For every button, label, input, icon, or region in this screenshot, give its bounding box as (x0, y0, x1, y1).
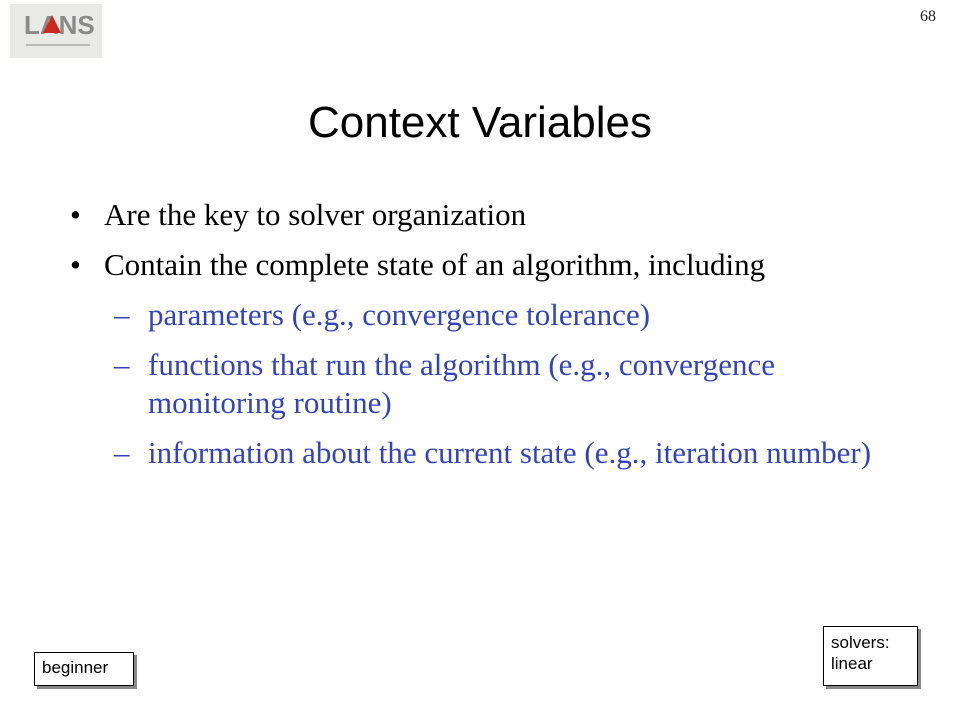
solvers-tag-line1: solvers: (831, 633, 890, 652)
sub-bullet-item (70, 346, 900, 422)
sub-bullet-text: parameters (e.g., convergence tolerance) (148, 297, 651, 332)
bullet-list (70, 196, 900, 484)
sub-bullet-text: information about the current state (e.g., iteration number) (148, 435, 872, 470)
dash-icon: – (114, 297, 130, 332)
bullet-dot-icon: • (70, 197, 81, 232)
dash-icon: – (114, 435, 130, 470)
bullet-item (70, 246, 900, 284)
sub-bullet-text: functions that run the algorithm (e.g., convergence monitoring routine) (148, 347, 775, 420)
bullet-text: Are the key to solver organization (104, 197, 527, 232)
logo-underline (26, 44, 90, 46)
solvers-linear-tag (823, 626, 918, 686)
logo-triangle-icon (43, 15, 61, 33)
beginner-tag: beginner (34, 652, 134, 686)
logo-text: LANS (24, 10, 95, 40)
sub-bullet-item (70, 296, 900, 334)
dash-icon: – (114, 347, 130, 382)
solvers-tag-line2: linear (831, 654, 873, 673)
bullet-text: Contain the complete state of an algorithm, including (104, 247, 766, 282)
lans-logo (10, 4, 102, 58)
sub-bullet-item (70, 434, 900, 472)
bullet-dot-icon: • (70, 247, 81, 282)
slide-number: 68 (920, 8, 936, 25)
bullet-item (70, 196, 900, 234)
slide-title: Context Variables (307, 98, 653, 147)
